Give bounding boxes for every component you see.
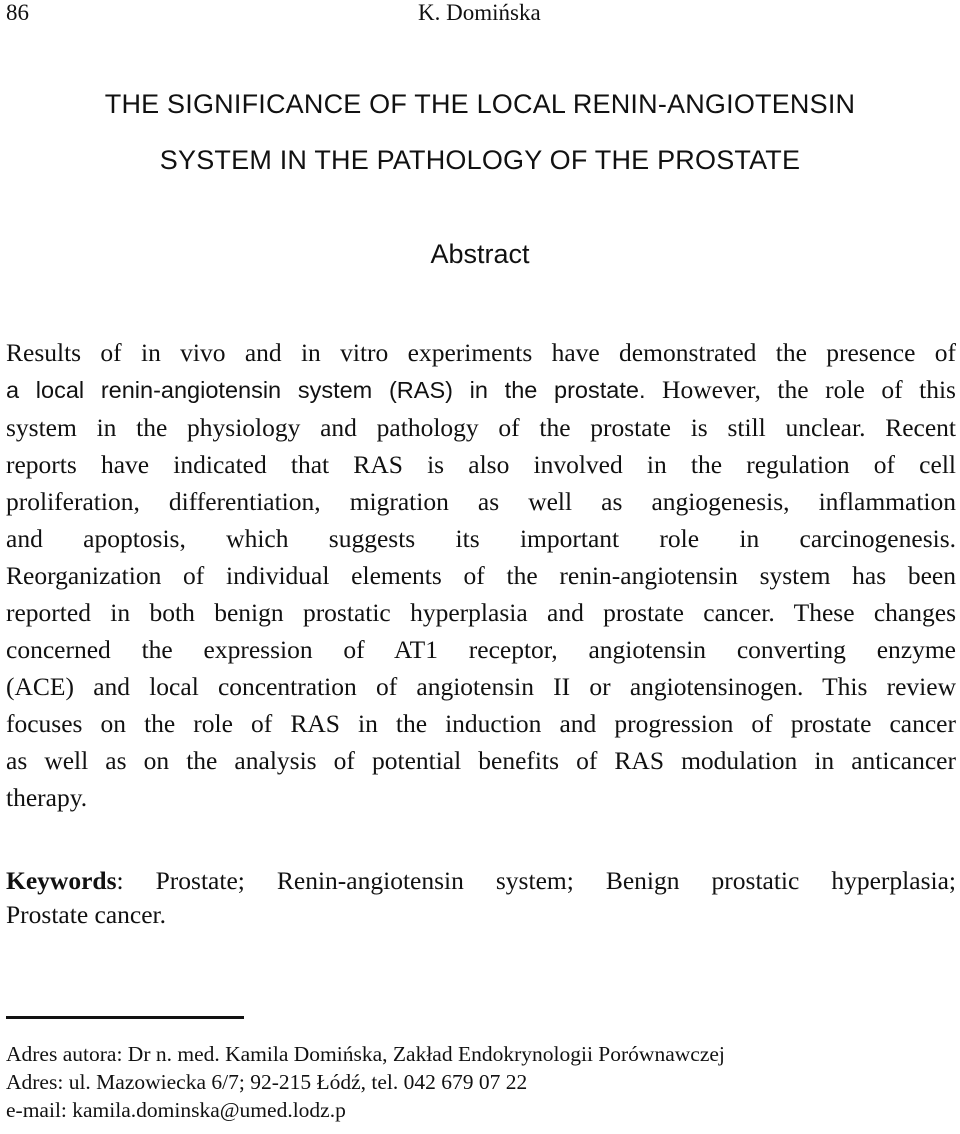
keywords-line-2: Prostate cancer. <box>6 900 167 929</box>
author-footnote <box>6 1040 956 1124</box>
footnote-rule <box>6 1016 244 1019</box>
abstract-line: as well as on the analysis of potential benefits of RAS modulation in anticancer <box>6 746 956 775</box>
abstract-line: therapy. <box>6 783 88 812</box>
abstract-line: concerned the expression of AT1 receptor, angiotensin converting enzyme <box>6 635 956 664</box>
abstract-line-serif-part: However, the role of this <box>645 375 956 404</box>
postal-address-line: Adres: ul. Mazowiecka 6/7; 92-215 Łódź, tel. 042 679 07 22 <box>6 1070 528 1094</box>
abstract-line-sans-part: a local renin-angiotensin system (RAS) in the prostate. <box>6 377 646 403</box>
abstract-line: reports have indicated that RAS is also involved in the regulation of cell <box>6 450 956 479</box>
keywords-list: : Prostate; Renin-angiotensin system; Benign prostatic hyperplasia; <box>116 866 956 895</box>
abstract-line: proliferation, differentiation, migration as well as angiogenesis, inflammation <box>6 487 956 516</box>
abstract-line: focuses on the role of RAS in the induction and progression of prostate cancer <box>6 709 956 738</box>
abstract-line-part: system in the physiology and pathology of the prostate is still unclear. <box>6 413 866 442</box>
abstract-line: (ACE) and local concentration of angiotensin II or angiotensinogen. This review <box>6 672 956 701</box>
abstract-line: and apoptosis, which suggests its important role in carcinogenesis. <box>6 524 956 553</box>
page-header <box>6 0 946 30</box>
abstract-line <box>6 409 956 446</box>
paper-title <box>0 76 960 188</box>
abstract-body <box>6 334 956 816</box>
abstract-heading: Abstract <box>430 239 530 269</box>
running-head: K. Domińska <box>418 0 541 25</box>
keywords-label: Keywords <box>6 866 117 895</box>
title-line-1: THE SIGNIFICANCE OF THE LOCAL RENIN-ANGIOTENSIN <box>104 89 856 119</box>
abstract-line: reported in both benign prostatic hyperplasia and prostate cancer. These changes <box>6 598 956 627</box>
abstract-line: Reorganization of individual elements of the renin-angiotensin system has been <box>6 561 956 590</box>
abstract-line: Results of in vivo and in vitro experiments have demonstrated the presence of <box>6 338 956 367</box>
keywords <box>6 864 956 932</box>
title-line-2: SYSTEM IN THE PATHOLOGY OF THE PROSTATE <box>159 145 801 175</box>
keywords-line-1 <box>6 864 956 898</box>
page-number: 86 <box>6 0 29 25</box>
email-line: e-mail: kamila.dominska@umed.lodz.p <box>6 1098 346 1122</box>
abstract-line <box>6 371 956 409</box>
abstract-line-part: Recent <box>865 413 956 442</box>
author-address-line: Adres autora: Dr n. med. Kamila Domińska, Zakład Endokrynologii Porównawczej <box>6 1042 725 1066</box>
